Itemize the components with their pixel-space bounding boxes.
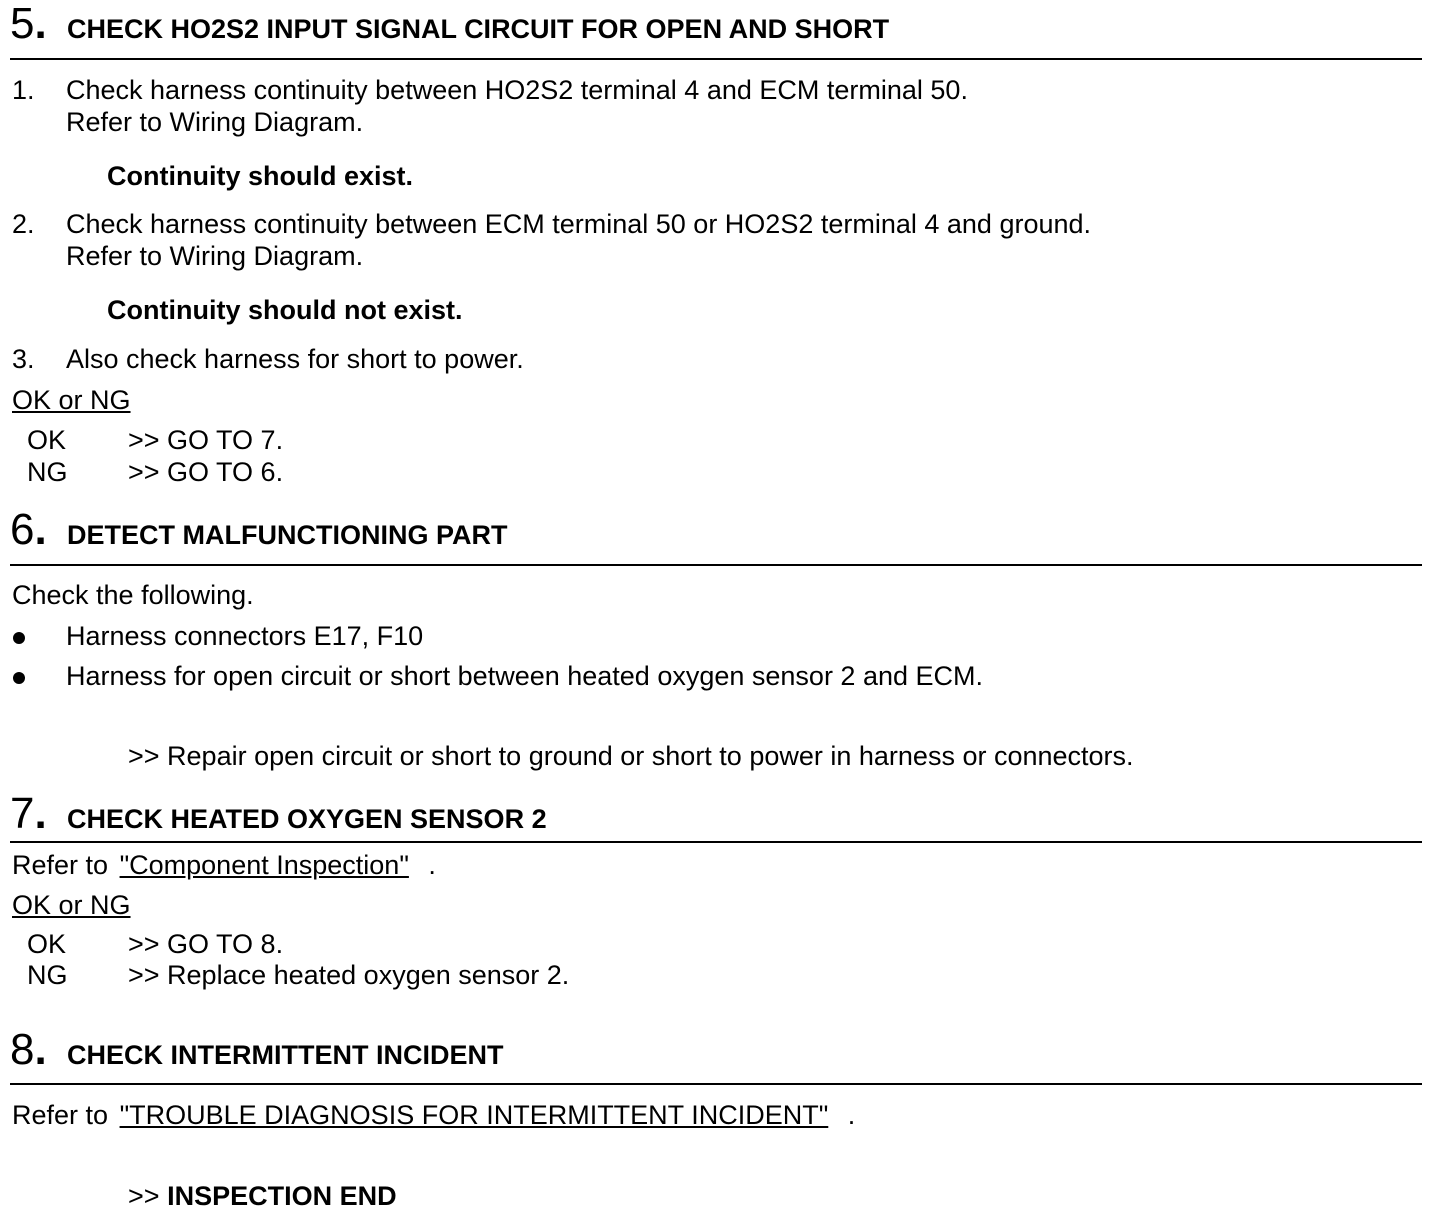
step-7-refer-suffix: .	[428, 850, 436, 880]
step-7-number: 7.	[10, 789, 47, 838]
bullet-icon	[13, 632, 25, 644]
step-5-item-2-number: 2.	[12, 209, 35, 239]
step-6-intro: Check the following.	[12, 580, 254, 610]
step-5-item-2-reference: Refer to Wiring Diagram.	[66, 241, 364, 271]
step-8-reference	[12, 1099, 855, 1131]
step-5-item-3-text: Also check harness for short to power.	[66, 344, 524, 374]
step-5-item-3-number: 3.	[12, 344, 35, 374]
step-5-result-ok-action[interactable]: >> GO TO 7.	[128, 425, 284, 455]
step-7-result-ok-status: OK	[27, 929, 67, 959]
step-7-reference	[12, 849, 436, 881]
step-5-item-2-text: Check harness continuity between ECM terminal 50 or HO2S2 terminal 4 and ground.	[66, 209, 1092, 239]
step-5-title: CHECK HO2S2 INPUT SIGNAL CIRCUIT FOR OPEN AND SHORT	[67, 14, 890, 44]
step-6-divider	[10, 564, 1422, 566]
component-inspection-link[interactable]: "Component Inspection"	[119, 850, 409, 880]
bullet-icon	[13, 672, 25, 684]
step-5-result-ng-action[interactable]: >> GO TO 6.	[128, 457, 284, 487]
step-6-number: 6.	[10, 505, 47, 554]
step-5-result-ng-status: NG	[27, 457, 68, 487]
step-8-refer-prefix: Refer to	[12, 1100, 109, 1130]
step-7-result-ng-status: NG	[27, 960, 68, 990]
step-8-refer-suffix: .	[847, 1100, 856, 1130]
step-5-item-2-note: Continuity should not exist.	[107, 295, 463, 325]
step-5-item-1-note: Continuity should exist.	[107, 161, 414, 191]
step-7-refer-prefix: Refer to	[12, 850, 109, 880]
inspection-end-arrow: >>	[128, 1181, 160, 1211]
step-5-divider	[10, 58, 1422, 60]
step-8-number: 8.	[10, 1025, 47, 1074]
step-6-title: DETECT MALFUNCTIONING PART	[67, 520, 508, 550]
step-7-result-ok-action[interactable]: >> GO TO 8.	[128, 929, 284, 959]
step-5-item-1-reference: Refer to Wiring Diagram.	[66, 107, 364, 137]
step-5-number: 5.	[10, 0, 47, 48]
step-5-item-1-number: 1.	[12, 75, 35, 105]
intermittent-incident-link[interactable]: "TROUBLE DIAGNOSIS FOR INTERMITTENT INCIDENT"	[119, 1100, 829, 1130]
step-7-divider	[10, 841, 1422, 843]
step-5-result-ok-status: OK	[27, 425, 67, 455]
inspection-end-label: INSPECTION END	[167, 1181, 397, 1211]
step-8-title: CHECK INTERMITTENT INCIDENT	[67, 1040, 504, 1070]
step-7-title: CHECK HEATED OXYGEN SENSOR 2	[67, 804, 547, 834]
step-5-result-label: OK or NG	[12, 385, 131, 415]
step-6-bullet-1: Harness connectors E17, F10	[66, 621, 424, 651]
step-7-result-label: OK or NG	[12, 890, 131, 920]
step-6-action: >> Repair open circuit or short to ground or short to power in harness or connectors.	[128, 741, 1134, 771]
step-7-result-ng-action: >> Replace heated oxygen sensor 2.	[128, 960, 570, 990]
step-8-divider	[10, 1083, 1422, 1085]
step-5-item-1-text: Check harness continuity between HO2S2 terminal 4 and ECM terminal 50.	[66, 75, 968, 105]
step-6-bullet-2: Harness for open circuit or short between heated oxygen sensor 2 and ECM.	[66, 661, 983, 691]
inspection-end	[128, 1180, 397, 1212]
